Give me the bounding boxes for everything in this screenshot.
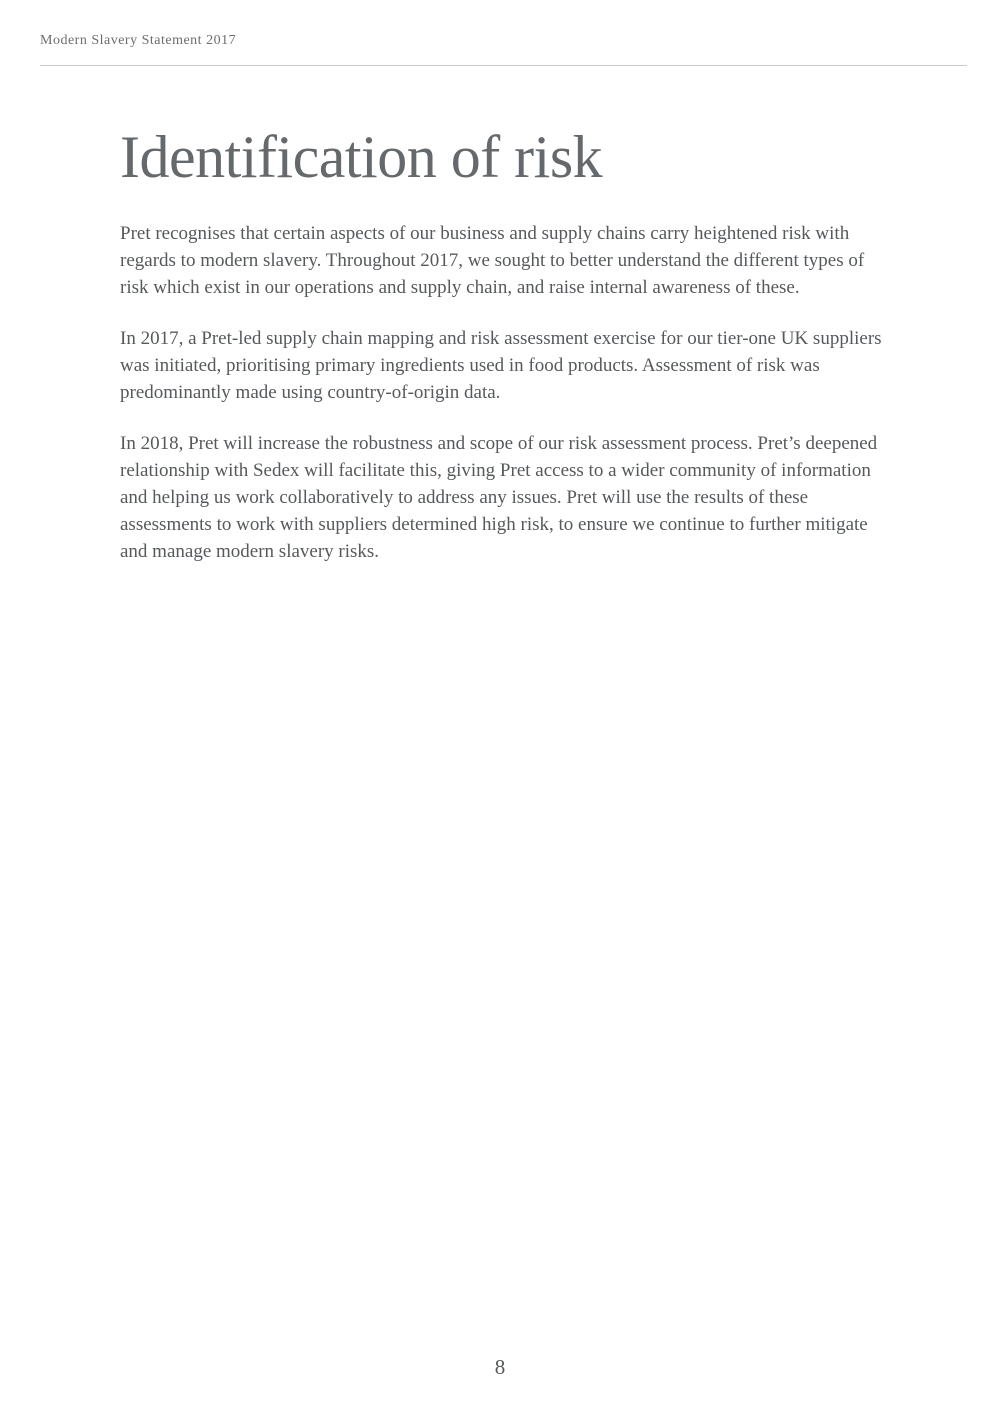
page-title: Identification of risk <box>120 124 603 190</box>
body-paragraph: In 2018, Pret will increase the robustness and scope of our risk assessment process. Pret’s deepened relationship with Sedex will facilitate this, giving Pret access to a wider community of information and helping us work collaboratively to address any issues. Pret will use the results of these assessments to work with suppliers determined high risk, to ensure we continue to further mitigate and manage modern slavery risks. <box>120 433 878 562</box>
page-content <box>120 124 882 589</box>
body-paragraph: In 2017, a Pret-led supply chain mapping and risk assessment exercise for our tier-one UK suppliers was initiated, prioritising primary ingredients used in food products. Assessment of risk was predominantly made using country-of-origin data. <box>120 328 882 403</box>
document-header: Modern Slavery Statement 2017 <box>40 33 237 48</box>
header-divider <box>40 65 967 66</box>
page-number: 8 <box>494 1355 506 1379</box>
body-paragraph: Pret recognises that certain aspects of our business and supply chains carry heightened risk with regards to modern slavery. Throughout 2017, we sought to better understand the different types of risk which exist in our operations and supply chain, and raise internal awareness of these. <box>120 223 865 298</box>
